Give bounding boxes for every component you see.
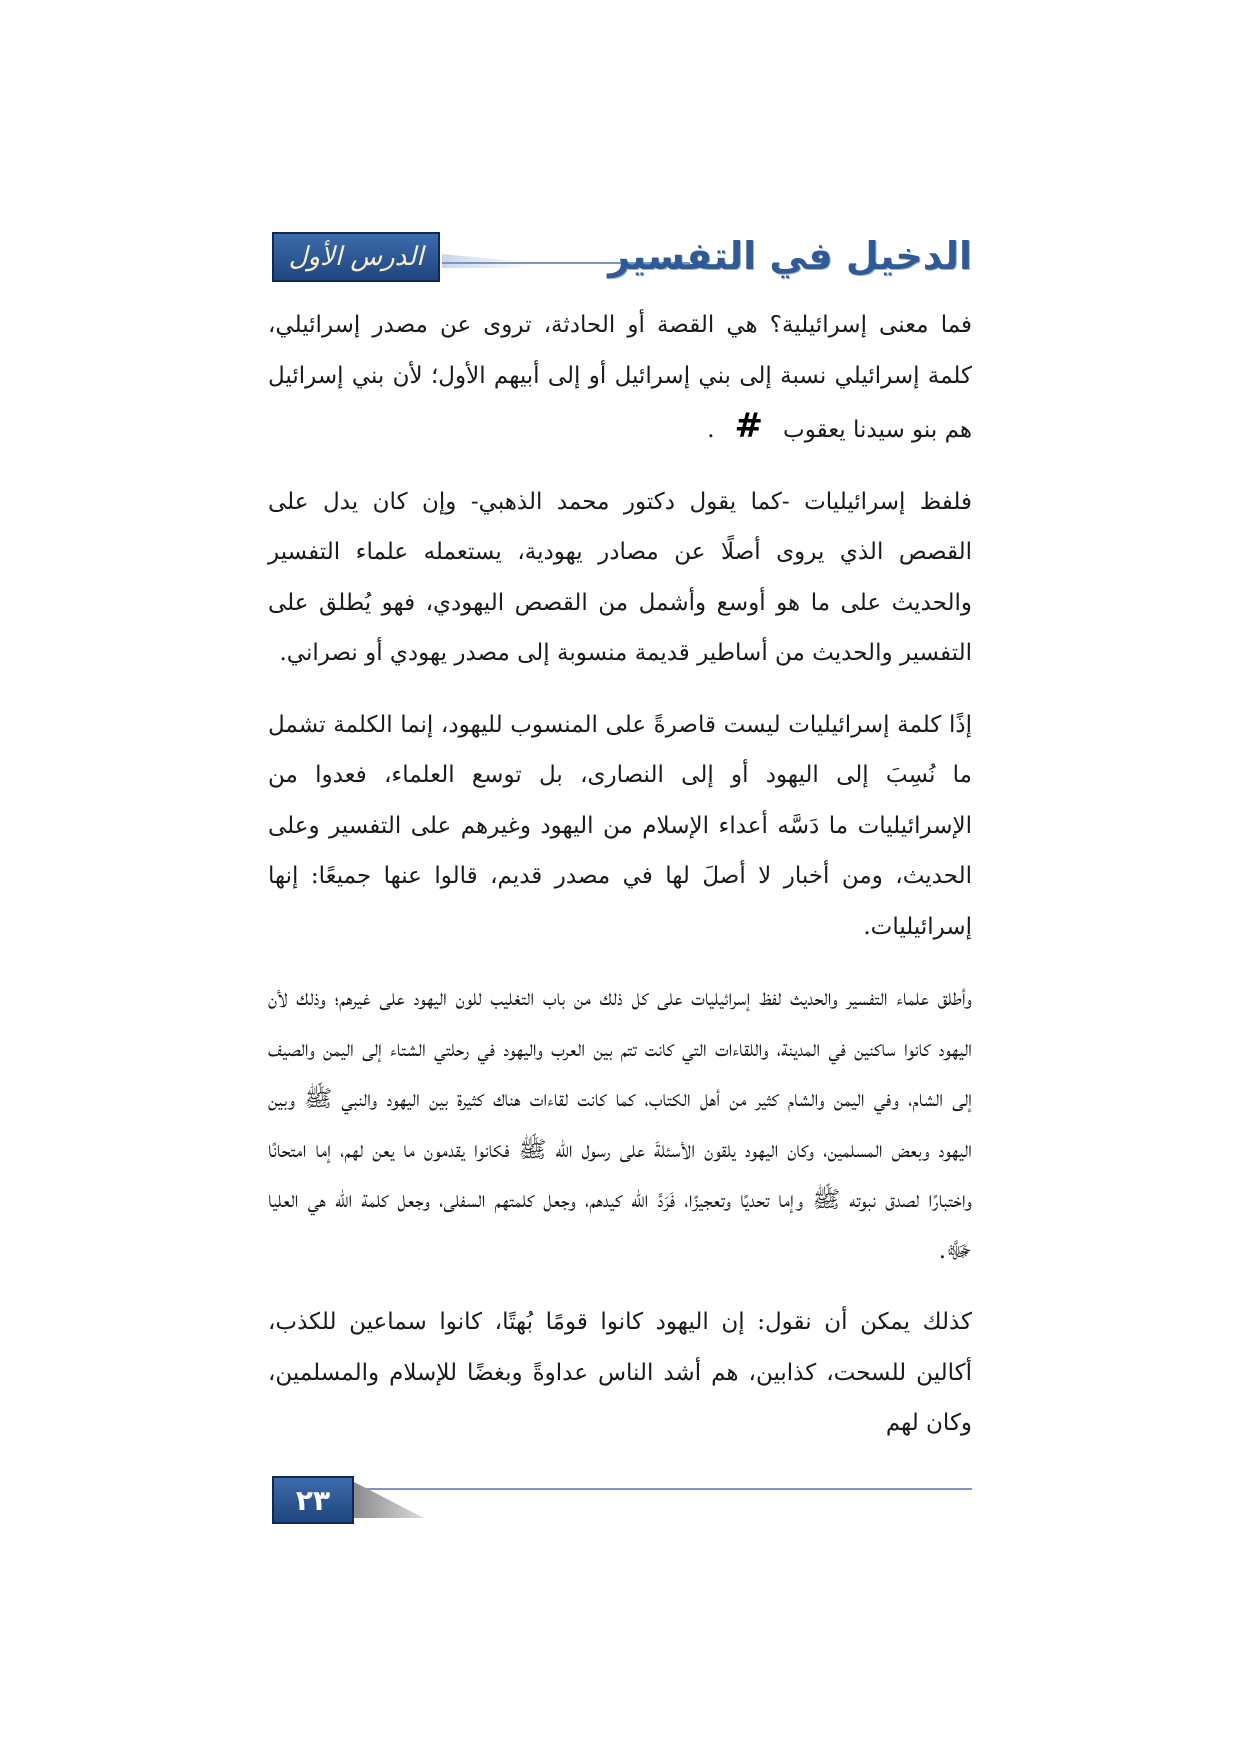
paragraph-4: وأطلق علماء التفسير والحديث لفظ إسرائيليات على كل ذلك من باب التغليب للون اليهود على غيرهم؛ وذلك لأن اليهود كانوا ساكنين في المدينة، واللقاءات التي كانت تتم بين العرب واليهود في رحلتي الشتاء إلى اليمن والصيف إلى الشام، وفي اليمن والشام كثير من أهل الكتاب، كما كانت لقاءات هناك كثيرة بين اليهود والنبي ﷺ وبين اليهود وبعض المسلمين، وكان اليهود يلقون الأسئلةَ على رسول الله ﷺ فكانوا يقدمون ما يعن لهم، إما امتحانًا واختبارًا لصدق نبوته ﷺ وإما تحديًا وتعجيزًا، فَرَدَّ الله كيدهم، وجعل كلمتهم السفلى، وجعل كلمة الله هي العليا ﷻ. <box>268 985 972 1264</box>
header-rule-shadow <box>442 254 532 268</box>
page-footer <box>272 1476 972 1526</box>
page-number: ٢٣ <box>295 1483 331 1517</box>
paragraph-3: إذًا كلمة إسرائيليات ليست قاصرةً على المنسوب لليهود، إنما الكلمة تشمل ما نُسِبَ إلى اليهود أو إلى النصارى، بل توسع العلماء، فعدوا من الإسرائيليات ما دَسَّه أعداء الإسلام من اليهود وغيرهم على التفسير وعلى الحديث، ومن أخبار لا أصلَ لها في مصدر قديم، قالوا عنها جميعًا: إنها إسرائيليات. <box>268 711 972 940</box>
hash-symbol: # <box>734 406 764 446</box>
footer-rule <box>354 1488 972 1490</box>
page-header <box>272 232 972 288</box>
lesson-label: الدرس الأول <box>288 242 424 272</box>
paragraph-1 <box>268 300 972 456</box>
lesson-badge <box>272 232 440 282</box>
paragraph-5: كذلك يمكن أن نقول: إن اليهود كانوا قومًا بُهتًا، كانوا سماعين للكذب، أكالين للسحت، كذابين، هم أشد الناس عداوةً وبغضًا للإسلام والمسلمين، وكان لهم <box>268 1309 972 1436</box>
paragraph-1-text: فما معنى إسرائيلية؟ هي القصة أو الحادثة، تروى عن مصدر إسرائيلي، كلمة إسرائيلي نسبة إلى بني إسرائيل أو إلى أبيهم الأول؛ لأن بني إسرائيل هم بنو سيدنا يعقوب <box>268 312 972 443</box>
book-title: الدخيل في التفسير <box>608 234 972 278</box>
page-number-badge <box>272 1476 354 1524</box>
paragraph-2: فلفظ إسرائيليات -كما يقول دكتور محمد الذهبي- وإن كان يدل على القصص الذي يروى أصلًا عن مصادر يهودية، يستعمله علماء التفسير والحديث على ما هو أوسع وأشمل من القصص اليهودي، فهو يُطلق على التفسير والحديث من أساطير قديمة منسوبة إلى مصدر يهودي أو نصراني. <box>268 488 972 666</box>
body-text <box>268 300 972 1470</box>
period-mark: . <box>707 417 715 443</box>
